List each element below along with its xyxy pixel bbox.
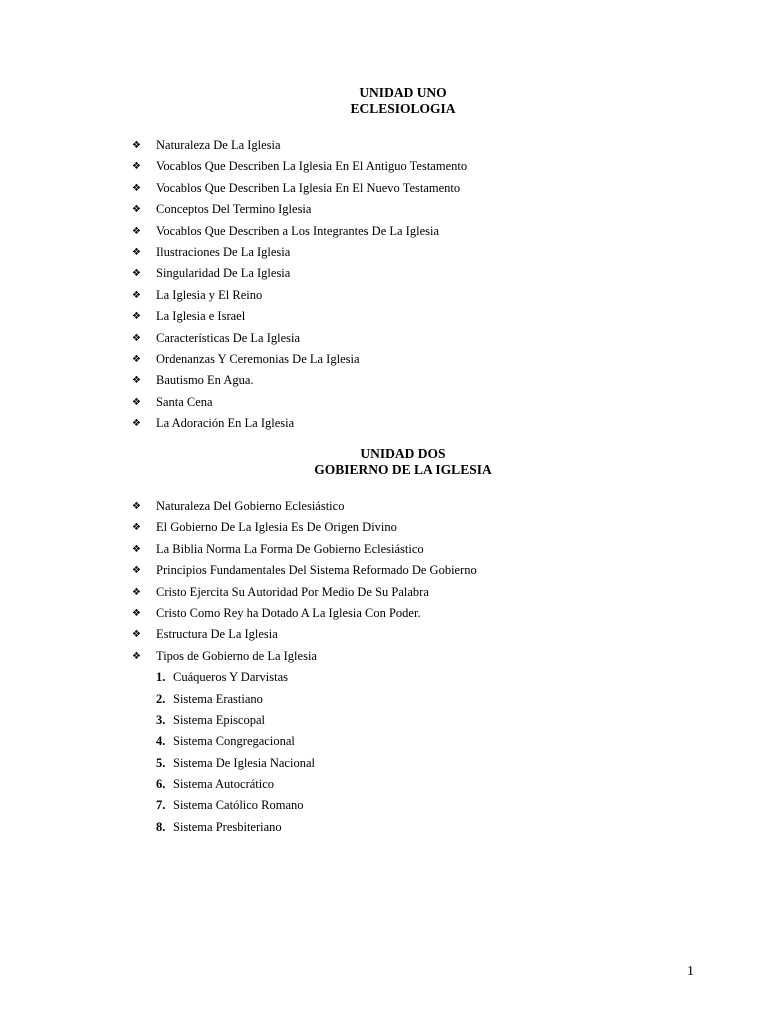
unit-two-subtitle: GOBIERNO DE LA IGLESIA bbox=[314, 461, 492, 477]
diamond-bullet-icon: ❖ bbox=[132, 629, 141, 641]
diamond-bullet-icon: ❖ bbox=[132, 501, 141, 512]
unit-one-title: UNIDAD UNO bbox=[359, 85, 447, 100]
diamond-bullet-icon: ❖ bbox=[132, 396, 141, 408]
diamond-bullet-icon: ❖ bbox=[132, 650, 141, 662]
unit-two-title: UNIDAD DOS bbox=[360, 446, 446, 461]
diamond-bullet-icon: ❖ bbox=[132, 586, 141, 598]
diamond-bullet-icon: ❖ bbox=[132, 332, 141, 344]
diamond-bullet-icon: ❖ bbox=[132, 225, 141, 237]
diamond-bullet-icon: ❖ bbox=[132, 418, 141, 430]
diamond-bullet-icon: ❖ bbox=[132, 311, 141, 323]
diamond-bullet-icon: ❖ bbox=[132, 543, 141, 555]
diamond-bullet-icon: ❖ bbox=[132, 182, 141, 194]
diamond-bullet-icon: ❖ bbox=[132, 607, 141, 619]
unit-two-heading bbox=[0, 446, 768, 477]
unit-one-subtitle: ECLESIOLOGIA bbox=[350, 100, 456, 116]
diamond-bullet-icon: ❖ bbox=[132, 289, 141, 301]
diamond-bullet-icon: ❖ bbox=[132, 522, 141, 534]
diamond-bullet-icon: ❖ bbox=[132, 565, 141, 577]
diamond-bullet-icon: ❖ bbox=[132, 375, 141, 387]
diamond-bullet-icon: ❖ bbox=[132, 353, 141, 365]
diamond-bullet-icon: ❖ bbox=[132, 268, 141, 280]
diamond-bullet-icon: ❖ bbox=[132, 140, 141, 151]
diamond-bullet-icon: ❖ bbox=[132, 246, 141, 258]
diamond-bullet-icon: ❖ bbox=[132, 161, 141, 173]
unit-one-heading bbox=[0, 85, 768, 116]
diamond-bullet-icon: ❖ bbox=[132, 204, 141, 216]
document-page: UNIDAD UNO ECLESIOLOGIA ❖ Naturaleza De La Iglesia ❖ Vocablos Que Describen La Iglesia En El Antiguo Testamento ❖ Vocablos Que Describen La Iglesia En El Nuevo Testamento ❖ Conceptos Del Termino Iglesia ❖ Vocablos Que Describen a Los Integrantes De La Iglesia ❖ Ilustraciones De La Iglesia ❖ Singularidad De La Iglesia ❖ La Iglesia y El Reino ❖ La Iglesia e Israel ❖ Características De La Iglesia ❖ Ordenanzas Y Ceremonias De La Iglesia ❖ Bautismo En Agua. ❖ Santa Cena ❖ La Adoración En La Iglesia UNIDAD DOS GOBIERNO DE LA IGLESIA ❖ Naturaleza Del Gobierno Eclesiástico ❖ El Gobierno De La Iglesia Es De Origen Divino ❖ La Biblia Norma La Forma De Gobierno Eclesiástico ❖ Principios Fundamentales Del Sistema Reformado De Gobierno ❖ Cristo Ejercita Su Autoridad Por Medio De Su Palabra ❖ Cristo Como Rey ha Dotado A La Iglesia Con Poder. ❖ Estructura De La Iglesia ❖ Tipos de Gobierno de La Iglesia 1. Cuáqueros Y Darvistas 2. Sistema Erastiano 3. Sistema Episcopal 4. Sistema Congregacional 5. Sistema De Iglesia Nacional 6. Sistema Autocrático 7. Sistema Católico Romano 8. Sistema Presbiteriano 1 bbox=[0, 0, 768, 1024]
page-number: 1 bbox=[687, 964, 694, 979]
